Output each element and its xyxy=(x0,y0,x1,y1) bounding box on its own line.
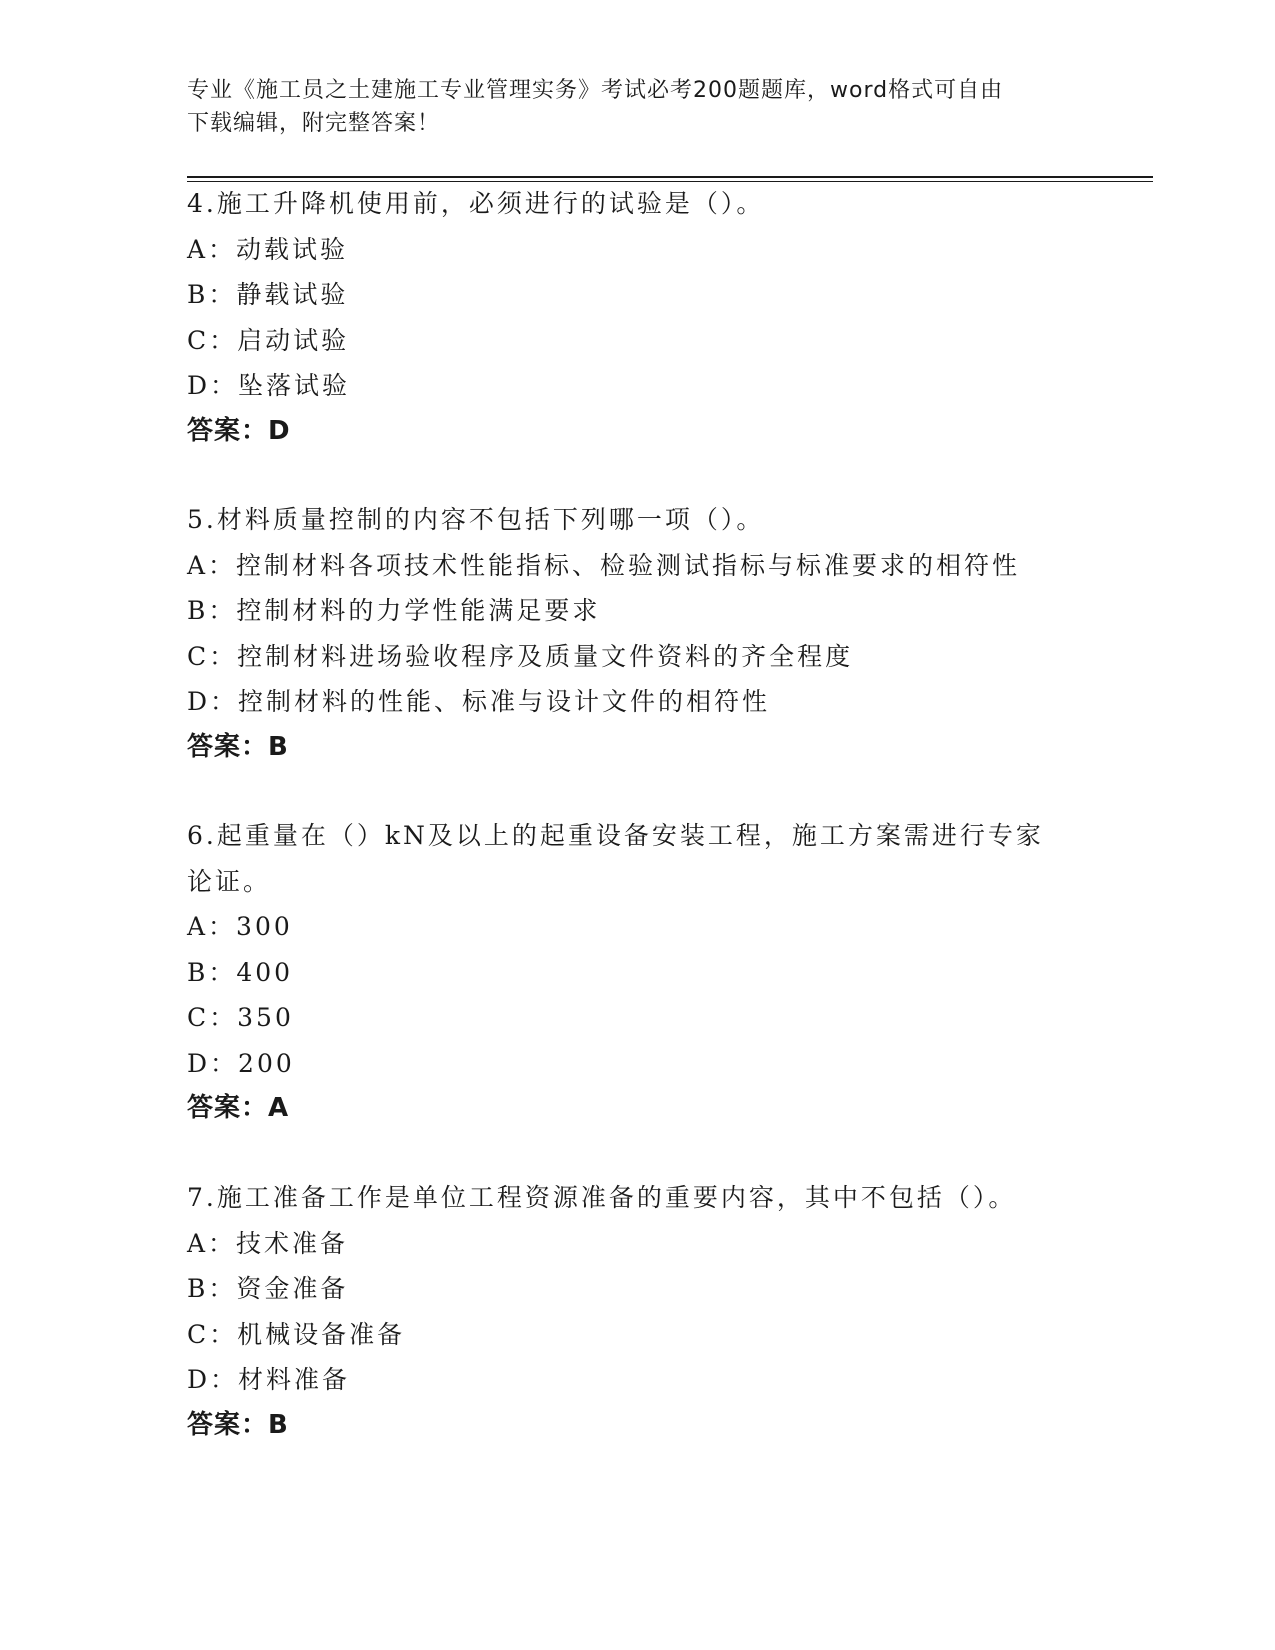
header-line-2: 下载编辑，附完整答案！ xyxy=(187,111,441,136)
header-divider-thick xyxy=(187,176,1153,178)
question-stem: 7.施工准备工作是单位工程资源准备的重要内容，其中不包括（）。 xyxy=(187,1183,1017,1212)
question-stem: 4.施工升降机使用前，必须进行的试验是（）。 xyxy=(187,189,765,218)
document-header xyxy=(187,74,1087,140)
option-c: C：控制材料进场验收程序及质量文件资料的齐全程度 xyxy=(187,641,854,671)
answer: 答案：A xyxy=(187,1093,290,1123)
answer: 答案：D xyxy=(187,415,291,446)
option-a: A：300 xyxy=(187,912,293,941)
question-stem: 5.材料质量控制的内容不包括下列哪一项（）。 xyxy=(187,505,765,534)
option-d: D：控制材料的性能、标准与设计文件的相符性 xyxy=(187,687,771,716)
header-line-1: 专业《施工员之土建施工专业管理实务》考试必考200题题库，word格式可自由 xyxy=(187,78,1004,103)
question-block xyxy=(187,1175,1087,1448)
option-d: D：坠落试验 xyxy=(187,371,351,400)
option-b: B：400 xyxy=(187,957,294,987)
option-b: B：控制材料的力学性能满足要求 xyxy=(187,596,601,625)
question-block xyxy=(187,497,1087,770)
option-c: C：350 xyxy=(187,1003,294,1032)
option-b: B：资金准备 xyxy=(187,1274,349,1303)
question-stem: 6.起重量在（）kN及以上的起重设备安装工程，施工方案需进行专家论证。 xyxy=(187,821,1044,896)
answer: 答案：B xyxy=(187,731,289,762)
question-block xyxy=(187,181,1087,454)
option-a: A：技术准备 xyxy=(187,1228,349,1258)
option-d: D：200 xyxy=(187,1048,295,1078)
option-a: A：动载试验 xyxy=(187,234,349,264)
option-c: C：机械设备准备 xyxy=(187,1319,406,1349)
question-block xyxy=(187,813,1087,1132)
option-d: D：材料准备 xyxy=(187,1365,351,1394)
option-a: A：控制材料各项技术性能指标、检验测试指标与标准要求的相符性 xyxy=(187,550,1021,580)
answer: 答案：B xyxy=(187,1409,289,1440)
option-c: C：启动试验 xyxy=(187,325,350,355)
option-b: B：静载试验 xyxy=(187,280,349,309)
